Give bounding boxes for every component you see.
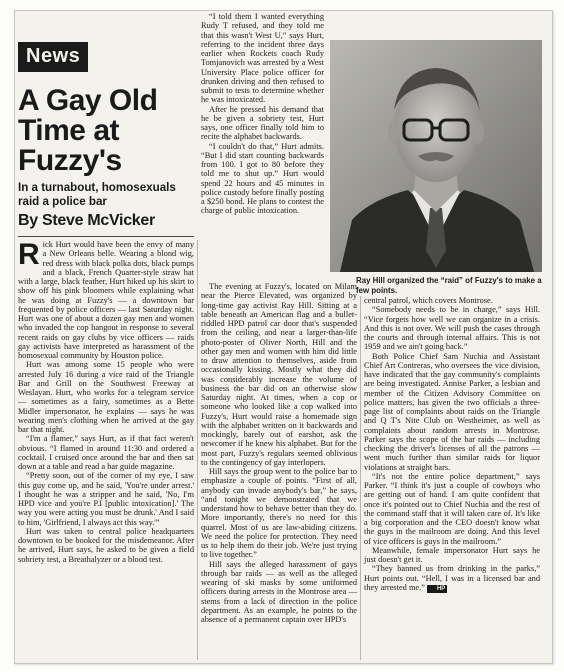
section-label: News xyxy=(18,42,88,72)
paragraph: central patrol, which covers Montrose. xyxy=(364,296,493,305)
article-column-2-bottom xyxy=(201,282,357,624)
headline: A Gay Old Time at Fuzzy's xyxy=(18,84,158,177)
paragraph: “It's not the entire police department,” says Parker. “I think it's just a couple of cowboys who are getting out of hand. I am quite confident that once it's pointed out to Chief Nuchia and the rest of the command staff that it will taken care of. It's like a big corporation and the CEO doesn't know what the guys in the mailroom are doing. And this level of vice officers is guys in the mailroom.” xyxy=(364,471,540,546)
paragraph: The evening at Fuzzy's, located on Milam near the Pierce Elevated, was organized by long-time gay activist Ray Hill. Sitting at a table beneath an American flag and a bullet-riddled HPD patrol car door that's suspended from the ceiling, and near a larger-than-life photo-poster of Oliver North, Hill and the other gay men and women with him did little to draw attention to themselves, aside from occasionally kissing. Mostly what they did was considerably increase the volume of business the bar did on an otherwise slow Saturday night. At times, when a cop or someone who looked like a cop walked into Fuzzy's, Hurt would raise a homemade sign with the alphabet written on it backwards and mockingly, barely out of earshot, ask the newcomer if he knew his alphabet. But for the most part, Fuzzy's regulars seemed oblivious to the contingency of gay interlopers. xyxy=(201,282,357,467)
paragraph-text: ick Hurt would have been the envy of many a New Orleans belle. Wearing a blond wig, red dress with black polka dots, black pumps and a black, French Quarter-style straw hat with a large, black feather, Hurt hiked up his skirt to show off his pink bloomers while explaining what he was doing at Fuzzy's — a downtown bar frequented by police officers — last Saturday night. Hurt was one of about a dozen gay men and women who invaded the cop hangout in response to several recent raids on gay clubs by vice officers — raids gay activists have interpreted as harassment of the homosexual community by Houston police. xyxy=(18,240,194,360)
paragraph: After he pressed his demand that he be given a sobriety test, Hurt says, one officer finally told him to recite the alphabet backwards. xyxy=(201,104,324,142)
paragraph: “I'm a flamer,” says Hurt, as if that fact weren't obvious. “I flamed in around 11:30 and ordered a cocktail. I cruised once around the bar and then sat down at a table and read a bar guide magazine. xyxy=(18,434,194,471)
paragraph: Hurt was taken to central police headquarters downtown to be booked for the misdemeanor. After he arrived, Hurt says, he asked to be given a field sobriety test, a Breathalyzer or a blood test. xyxy=(18,526,194,564)
paragraph xyxy=(18,240,194,360)
paragraph-text: “They banned us from drinking in the parks,” Hurt points out. “Hell, I was in a licensed bar and they arrested me.” xyxy=(364,564,540,592)
paragraph: Hill says the alleged harassment of gays through bar raids — as well as the alleged wearing of ski masks by some uniformed officers during arrests in the Montrose area — stems from a lack of direction in the police department. As an example, he points to the absence of a permanent captain over HPD's xyxy=(201,559,357,624)
photo-caption: Ray Hill organized the “raid” of Fuzzy's to make a few points. xyxy=(356,276,542,295)
paragraph: “I couldn't do that,” Hurt admits. “But I did start counting backwards from 100. I got to 80 before they told me to shut up.” Hurt would spend 22 hours and 45 minutes in police custody before finally posting a $250 bond. He plans to contest the charge of public intoxication. xyxy=(201,141,324,216)
paragraph: “Pretty soon, out of the corner of my eye, I saw this guy come up, and he said, 'You're under arrest.' I thought he was a stripper and he said, 'No, I'm HPD vice and you're P.I [public intoxication].' The way you were acting you must be drunk.' And I said to him, 'Girlfriend, I always act this way.'” xyxy=(18,471,194,527)
byline-rule xyxy=(18,236,194,237)
paragraph: “Somebody needs to be in charge,” says Hill. “Vice forgets how well we can organize in a crisis. And this is not over. We will push the cases through the courts and through internal affairs. This is not 1959 and we ain't going back.” xyxy=(364,305,540,352)
end-mark: HP xyxy=(427,585,447,593)
article-column-1 xyxy=(18,240,194,564)
paragraph: Hill says the group went to the police bar to emphasize a couple of points. “First of all, anybody can invade anybody's bar,” he says, “and tonight we demonstrated that we understand how to behave better than they do. More importantly, there's no need for this quarrel. Most of us are law-abiding citizens. We need the police for protection. They need us to help them do their job. We're just trying to live together.” xyxy=(201,467,357,560)
byline: By Steve McVicker xyxy=(18,212,155,229)
column-divider xyxy=(197,240,198,660)
paragraph: Meanwhile, female impersonator Hurt says he just doesn't get it. xyxy=(364,545,540,564)
column-divider xyxy=(360,296,361,660)
portrait-illustration xyxy=(330,40,542,272)
paragraph: “I told them I wanted everything Rudy T refused, and they told me that this wasn't West U,” says Hurt, referring to the incident three days earlier when Rockets coach Rudy Tomjanovich was arrested by a West University Place police officer for drunken driving and then refused to submit to tests to determine whether he was intoxicated. xyxy=(201,12,324,105)
drop-cap: R xyxy=(18,238,40,271)
article-column-2-top xyxy=(201,12,324,216)
portrait-photo xyxy=(330,40,542,272)
paragraph xyxy=(364,564,540,593)
paragraph: Both Police Chief Sam Nuchia and Assistant Chief Art Contreras, who oversees the vice division, have indicated that the gay community's complaints are being investigated. Annise Parker, a lesbian and member of the Citizen Advisory Committee on police matters, has given the two officials a three-page list of complaints about raids on the Triangle and Q T's Nite Club on Westheimer, as well as complaints about random arrests in Montrose. Parker says the scope of the bar raids — including checking the driver's licenses of all the patrons — went much further than similar raids for liquor violations at straight bars. xyxy=(364,351,540,472)
subhead: In a turnabout, homosexuals raid a police bar xyxy=(18,181,176,208)
paragraph: Hurt was among some 15 people who were arrested July 16 during a vice raid of the Triangle Bar and Grill on the Southwest Freeway at Weslayan. Hurt, who works for a telegram service — sometimes as a fairy, sometimes as a Bette Midler impersonator, he explains — says he was wearing men's clothing when he arrived at the gay bar that night. xyxy=(18,360,194,434)
article-column-3 xyxy=(364,296,540,593)
